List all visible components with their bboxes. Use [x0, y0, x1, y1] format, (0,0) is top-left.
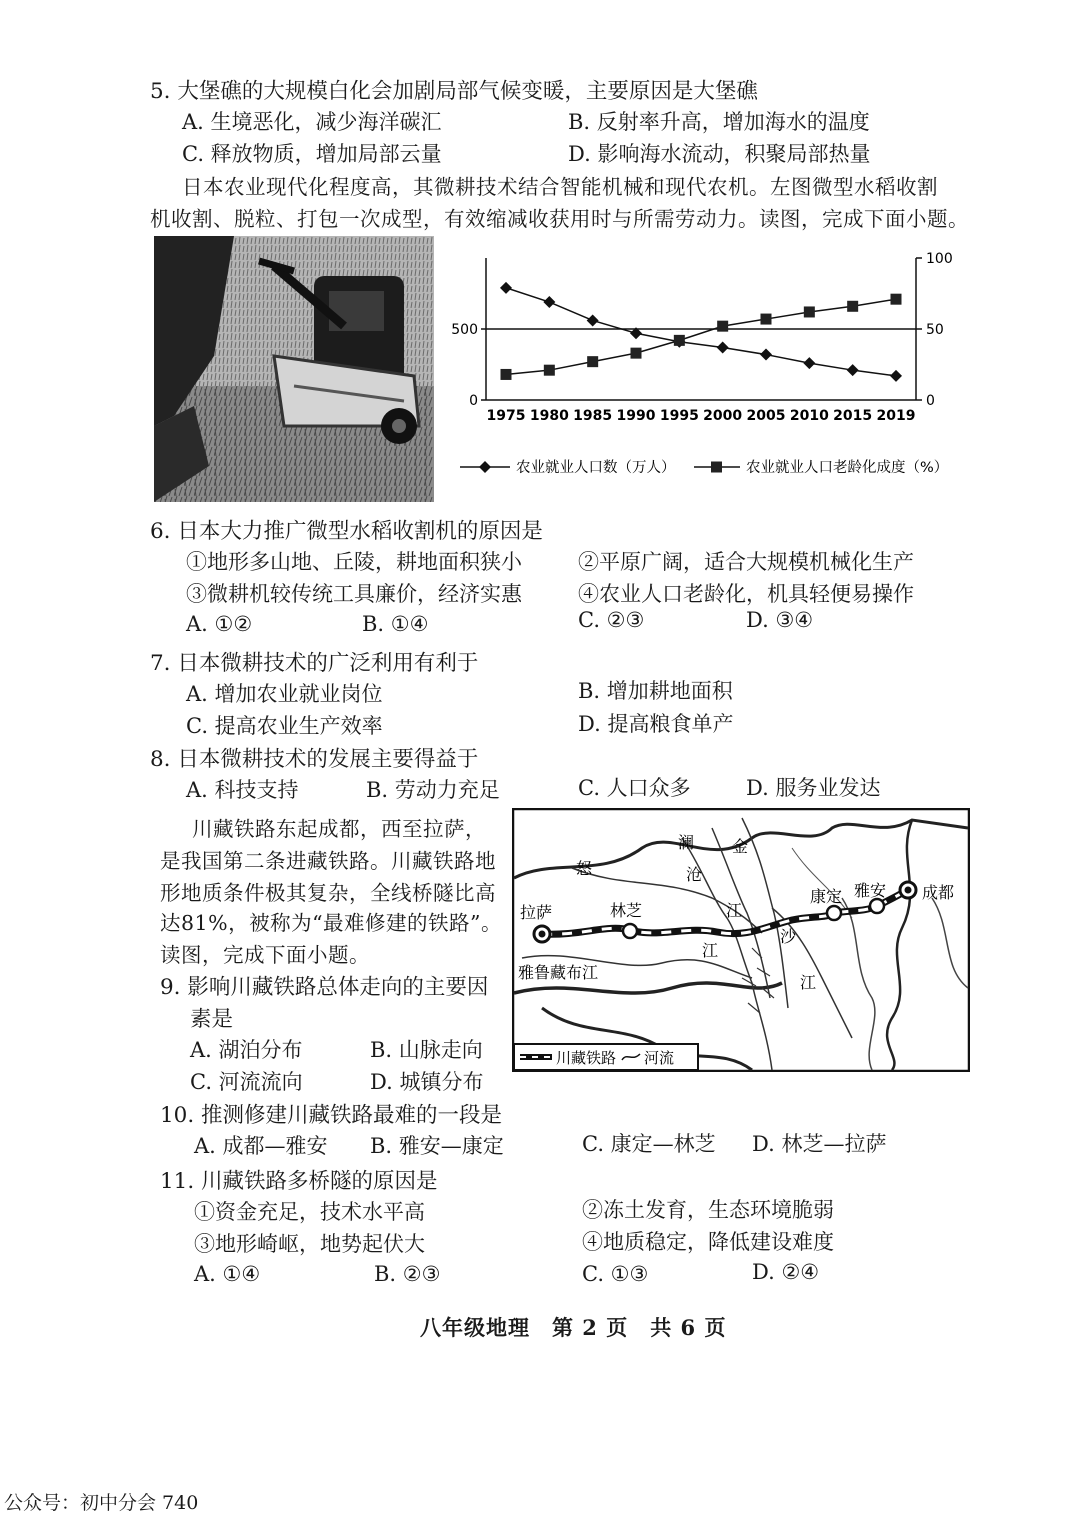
river-label-lan: 澜: [678, 833, 695, 852]
data-point-square: [674, 335, 685, 346]
city-label-kangding: 康定: [810, 887, 843, 906]
harvester-photo: [154, 236, 434, 502]
intro-railway-line5: 读图，完成下面小题。: [160, 943, 370, 967]
q5-stem: 5. 大堡礁的大规模白化会加剧局部气候变暖，主要原因是大堡礁: [150, 79, 758, 104]
city-label-nyingchi: 林芝: [610, 901, 643, 920]
page-footer: 八年级地理 第 2 页 共 6 页: [420, 1315, 727, 1340]
river-label-jin: 金: [732, 837, 749, 856]
river-label-jiang-3: 江: [800, 973, 817, 992]
left-tick-label: 500: [451, 322, 478, 338]
data-point-square: [847, 301, 858, 312]
data-point-square: [544, 365, 555, 376]
q6-option-c: C. ②③: [578, 608, 645, 632]
q5-option-d: D. 影响海水流动，积聚局部热量: [568, 142, 871, 166]
q10-option-d: D. 林芝—拉萨: [752, 1132, 887, 1156]
q9-option-a: A. 湖泊分布: [190, 1038, 303, 1062]
data-point-square: [631, 348, 642, 359]
left-tick-label: 0: [469, 393, 478, 409]
chart-series: [500, 282, 902, 382]
q6-statement-3: ③微耕机较传统工具廉价，经济实惠: [186, 582, 522, 606]
q7-option-d: D. 提高粮食单产: [578, 712, 734, 736]
q5-option-c: C. 释放物质，增加局部云量: [182, 142, 442, 166]
legend-marker-square: [711, 462, 722, 473]
series-line-1: [506, 299, 896, 374]
right-tick-label: 50: [926, 322, 944, 338]
legend-river-label: 河流: [644, 1049, 675, 1067]
series-line-0: [506, 288, 896, 376]
q6-stem: 6. 日本大力推广微型水稻收割机的原因是: [150, 519, 543, 544]
q7-option-a: A. 增加农业就业岗位: [186, 682, 383, 706]
q9-option-c: C. 河流流向: [190, 1070, 303, 1094]
station-yaan-marker: [870, 899, 884, 913]
q8-option-d: D. 服务业发达: [746, 776, 881, 800]
x-tick-label: 1995: [659, 408, 699, 424]
q7-option-b: B. 增加耕地面积: [578, 679, 733, 703]
x-tick-label: 2000: [703, 408, 743, 424]
data-point-diamond: [760, 349, 772, 361]
q10-option-b: B. 雅安—康定: [370, 1134, 504, 1158]
q11-statement-2: ②冻土发育，生态环境脆弱: [582, 1198, 834, 1222]
x-tick-label: 2010: [789, 408, 829, 424]
sichuan-tibet-railway-map: [512, 808, 970, 1072]
data-point-diamond: [847, 364, 859, 376]
q9-stem-line2: 素是: [190, 1007, 234, 1032]
legend-label-population: 农业就业人口数（万人）: [516, 460, 676, 476]
q5-option-a: A. 生境恶化，减少海洋碳汇: [182, 110, 442, 134]
legend-rail-label: 川藏铁路: [556, 1049, 617, 1067]
intro-railway-line3: 形地质条件极其复杂，全线桥隧比高: [160, 881, 496, 905]
river-label-yarlung: 雅鲁藏布江: [518, 963, 599, 982]
q6-statement-4: ④农业人口老龄化，机具轻便易操作: [578, 582, 914, 606]
data-point-square: [761, 314, 772, 325]
q11-statement-3: ③地形崎岖，地势起伏大: [194, 1232, 425, 1256]
data-point-square: [501, 369, 512, 380]
q11-statement-1: ①资金充足，技术水平高: [194, 1200, 425, 1224]
q8-option-b: B. 劳动力充足: [366, 778, 500, 802]
chart-axes: [451, 251, 952, 424]
legend-marker-diamond: [479, 461, 491, 473]
intro-japan-line1: 日本农业现代化程度高，其微耕技术结合智能机械和现代农机。左图微型水稻收割: [182, 175, 938, 199]
q7-stem: 7. 日本微耕技术的广泛利用有利于: [150, 651, 479, 676]
x-tick-label: 2019: [876, 408, 916, 424]
city-label-lhasa: 拉萨: [520, 903, 553, 922]
x-tick-label: 1975: [486, 408, 526, 424]
q10-stem: 10. 推测修建川藏铁路最难的一段是: [160, 1103, 503, 1128]
q8-option-a: A. 科技支持: [186, 778, 299, 802]
q5-option-b: B. 反射率升高，增加海水的温度: [568, 110, 870, 134]
right-tick-label: 0: [926, 393, 935, 409]
agri-population-chart: [440, 244, 980, 490]
q7-option-c: C. 提高农业生产效率: [186, 714, 383, 738]
data-point-diamond: [500, 282, 512, 294]
q11-option-c: C. ①③: [582, 1262, 649, 1286]
intro-railway-line1: 川藏铁路东起成都，西至拉萨，: [192, 817, 486, 841]
q6-option-b: B. ①④: [362, 612, 429, 636]
data-point-diamond: [717, 341, 729, 353]
x-tick-label: 1980: [529, 408, 569, 424]
data-point-square: [804, 306, 815, 317]
q9-option-b: B. 山脉走向: [370, 1038, 483, 1062]
station-nyingchi-marker: [623, 924, 637, 938]
q10-option-c: C. 康定—林芝: [582, 1132, 716, 1156]
x-tick-label: 2015: [833, 408, 873, 424]
q6-statement-1: ①地形多山地、丘陵，耕地面积狭小: [186, 550, 522, 574]
river-label-nu: 怒: [576, 859, 593, 878]
q8-stem: 8. 日本微耕技术的发展主要得益于: [150, 747, 479, 772]
data-point-diamond: [543, 296, 555, 308]
q10-option-a: A. 成都—雅安: [194, 1134, 328, 1158]
station-kangding-marker: [827, 906, 841, 920]
legend-label-aging: 农业就业人口老龄化成度（%）: [746, 460, 949, 476]
city-label-yaan: 雅安: [854, 881, 887, 900]
river-label-jiang-2: 江: [702, 941, 719, 960]
x-tick-label: 1990: [616, 408, 656, 424]
river-label-sha: 沙: [780, 927, 797, 946]
q6-statement-2: ②平原广阔，适合大规模机械化生产: [578, 550, 914, 574]
intro-railway-line4: 达81%，被称为“最难修建的铁路”。: [160, 911, 503, 935]
q11-option-a: A. ①④: [194, 1262, 261, 1286]
watermark: 公众号：初中分会 740: [4, 1492, 199, 1514]
intro-japan-line2: 机收割、脱粒、打包一次成型，有效缩减收获用时与所需劳动力。读图，完成下面小题。: [150, 207, 969, 231]
data-point-square: [717, 321, 728, 332]
data-point-square: [891, 294, 902, 305]
right-tick-label: 100: [926, 251, 953, 267]
intro-railway-line2: 是我国第二条进藏铁路。川藏铁路地: [160, 849, 496, 873]
chart-legend: [460, 458, 948, 476]
x-tick-label: 2005: [746, 408, 786, 424]
data-point-diamond: [890, 370, 902, 382]
q9-option-d: D. 城镇分布: [370, 1070, 484, 1094]
q11-statement-4: ④地质稳定，降低建设难度: [582, 1230, 834, 1254]
q8-option-c: C. 人口众多: [578, 776, 691, 800]
q6-option-d: D. ③④: [746, 608, 814, 632]
river-label-jiang-1: 江: [726, 901, 743, 920]
q6-option-a: A. ①②: [186, 612, 253, 636]
data-point-square: [587, 356, 598, 367]
data-point-diamond: [587, 314, 599, 326]
q11-option-b: B. ②③: [374, 1262, 441, 1286]
x-tick-label: 1985: [573, 408, 613, 424]
data-point-diamond: [803, 357, 815, 369]
q9-stem-line1: 9. 影响川藏铁路总体走向的主要因: [160, 975, 489, 1000]
river-label-cang: 沧: [686, 865, 703, 884]
q11-stem: 11. 川藏铁路多桥隧的原因是: [160, 1169, 438, 1194]
q11-option-d: D. ②④: [752, 1260, 820, 1284]
city-label-chengdu: 成都: [922, 883, 955, 902]
